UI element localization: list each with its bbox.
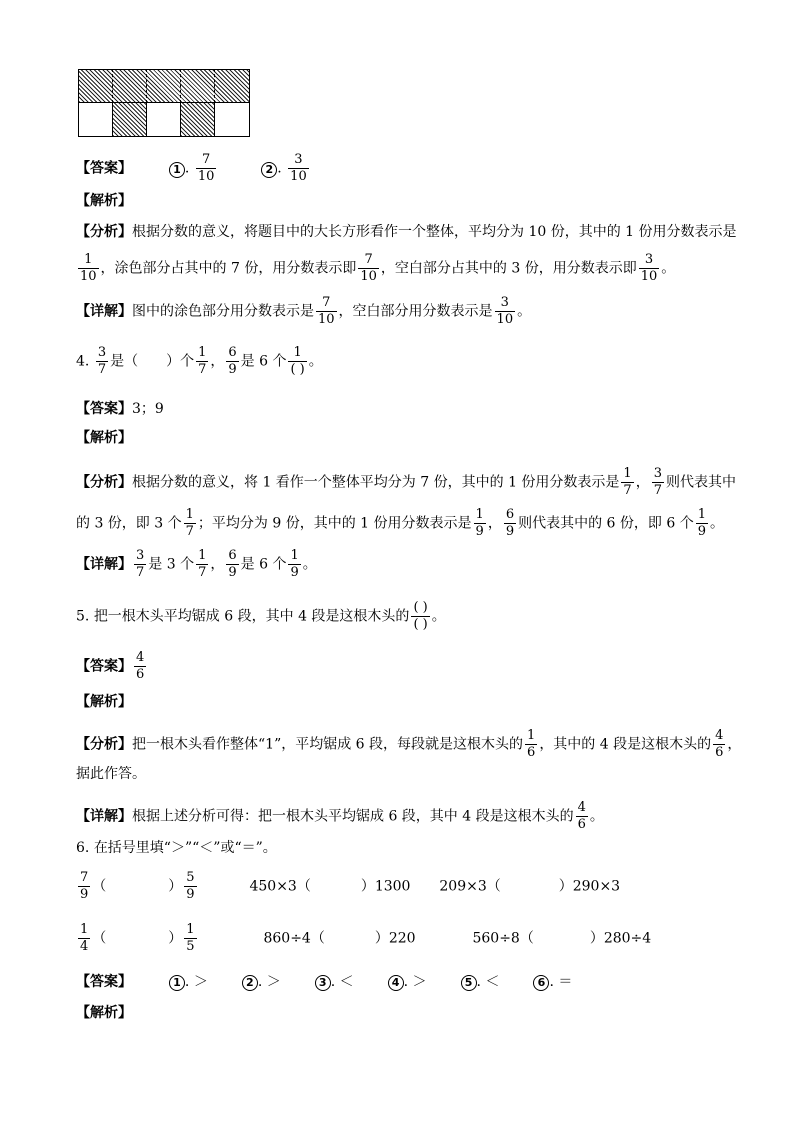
q6-answer-item: 2 . ＞ — [242, 972, 281, 992]
circle-number-icon: 5 — [461, 975, 477, 991]
grid-divider — [180, 69, 181, 103]
fraction: $\frac{3}{10}$ — [290, 152, 307, 184]
q5-answer-line: 【答案】 $\frac{4}{6}$ — [76, 650, 145, 682]
grid-cell-blank — [146, 102, 181, 137]
grid-cell-shaded — [180, 102, 215, 137]
q6-row1: $\frac{7}{9}$ （ ） $\frac{5}{9}$ 450×3（ ）1300 209×3（ ）290×3 — [80, 870, 621, 902]
analysis-label: 【解析】 — [76, 430, 132, 446]
fraction: $\frac{7}{10}$ — [197, 152, 215, 184]
q6-answer-item: 5 . ＜ — [461, 972, 500, 992]
q5-fenxi-line2: 据此作答。 — [76, 766, 146, 782]
grid-divider — [146, 69, 147, 103]
q6-answer-item: 4 . ＞ — [388, 972, 427, 992]
circle-number-icon: 4 — [388, 975, 404, 991]
grid-divider — [112, 69, 113, 103]
grid-cell-shaded — [112, 102, 147, 137]
q6-title: 6. 在括号里填“＞”“＜”或“＝”。 — [76, 840, 277, 856]
q4-fenxi-line1: 【分析】根据分数的意义，将 1 看作一个整体平均分为 7 份，其中的 1 份用分数表示是 $\frac{1}{7}$ ， $\frac{3}{7}$ 则代表其中 — [76, 466, 736, 498]
analysis-label: 【解析】 — [76, 1005, 132, 1021]
circle-number-icon: 2 — [242, 975, 258, 991]
circle-number-icon: 1 — [169, 162, 185, 178]
q6-answer-item: 1 . ＞ — [169, 972, 208, 992]
grid-cell-blank — [78, 102, 113, 137]
q5-xiangjie-line: 【详解】根据上述分析可得：把一根木头平均锯成 6 段，其中 4 段是这根木头的 $\frac{4}{6}$ 。 — [76, 800, 604, 832]
grid-top-row — [78, 69, 250, 103]
q5-fenxi-line1: 【分析】把一根木头看作整体“1”，平均锯成 6 段，每段就是这根木头的 $\frac{1}{6}$ ，其中的 4 段是这根木头的 $\frac{4}{6}$ ， — [76, 728, 742, 760]
q6-row2: $\frac{1}{4}$ （ ） $\frac{1}{5}$ 860÷4（ ）220 560÷8（ ）280÷4 — [80, 922, 652, 954]
analysis-label: 【解析】 — [76, 694, 132, 710]
q3-answer-line: 【答案】 1 . $\frac{7}{10}$ 2 . $\frac{3}{10}$ — [76, 152, 307, 184]
q4-fenxi-line2: 的 3 份，即 3 个 $\frac{1}{7}$ ；平均分为 9 份，其中的 1 份用分数表示是 $\frac{1}{9}$ ， $\frac{6}{9}$ 则代表其中的 6 份，即 6 个 $\frac{1}{9}$ 。 — [76, 507, 724, 539]
grid-divider — [214, 69, 215, 103]
q6-answer-item: 6 . ＝ — [533, 972, 572, 992]
circle-number-icon: 2 — [261, 162, 277, 178]
answer-label: 【答案】 — [76, 160, 132, 177]
circle-number-icon: 1 — [169, 975, 185, 991]
q4-xiangjie-line: 【详解】 $\frac{3}{7}$ 是 3 个 $\frac{1}{7}$ ， $\frac{6}{9}$ 是 6 个 $\frac{1}{9}$ 。 — [76, 548, 317, 580]
circle-number-icon: 6 — [533, 975, 549, 991]
circle-number-icon: 3 — [315, 975, 331, 991]
q6-answer-line: 【答案】 1 . ＞ 2 . ＞ 3 . ＜ 4 . ＞ 5 . ＜ 6 . ＝ — [76, 974, 573, 990]
q3-fenxi-line2: $\frac{1}{10}$ ，涂色部分占其中的 7 份，用分数表示即 $\frac{7}{10}$ ，空白部分占其中的 3 份，用分数表示即 $\frac{3}{10}$ 。 — [80, 252, 676, 284]
fraction-grid-figure — [78, 69, 250, 137]
q4-answer-line: 【答案】3；9 — [76, 401, 164, 417]
q6-answer-item: 3 . ＜ — [315, 972, 354, 992]
q4-question: 4. $\frac{3}{7}$ 是（ ）个 $\frac{1}{7}$ ， $\frac{6}{9}$ 是 6 个 1 ( ) 。 — [76, 345, 323, 377]
q3-xiangjie-line: 【详解】图中的涂色部分用分数表示是 $\frac{7}{10}$ ，空白部分用分数表示是 $\frac{3}{10}$ 。 — [76, 295, 532, 327]
q3-fenxi-line1: 【分析】根据分数的意义，将题目中的大长方形看作一个整体，平均分为 10 份，其中的 1 份用分数表示是 — [76, 224, 737, 240]
analysis-label: 【解析】 — [76, 193, 132, 209]
q5-question: 5. 把一根木头平均锯成 6 段，其中 4 段是这根木头的 ( ) ( ) 。 — [76, 600, 446, 632]
grid-cell-blank — [214, 102, 250, 137]
